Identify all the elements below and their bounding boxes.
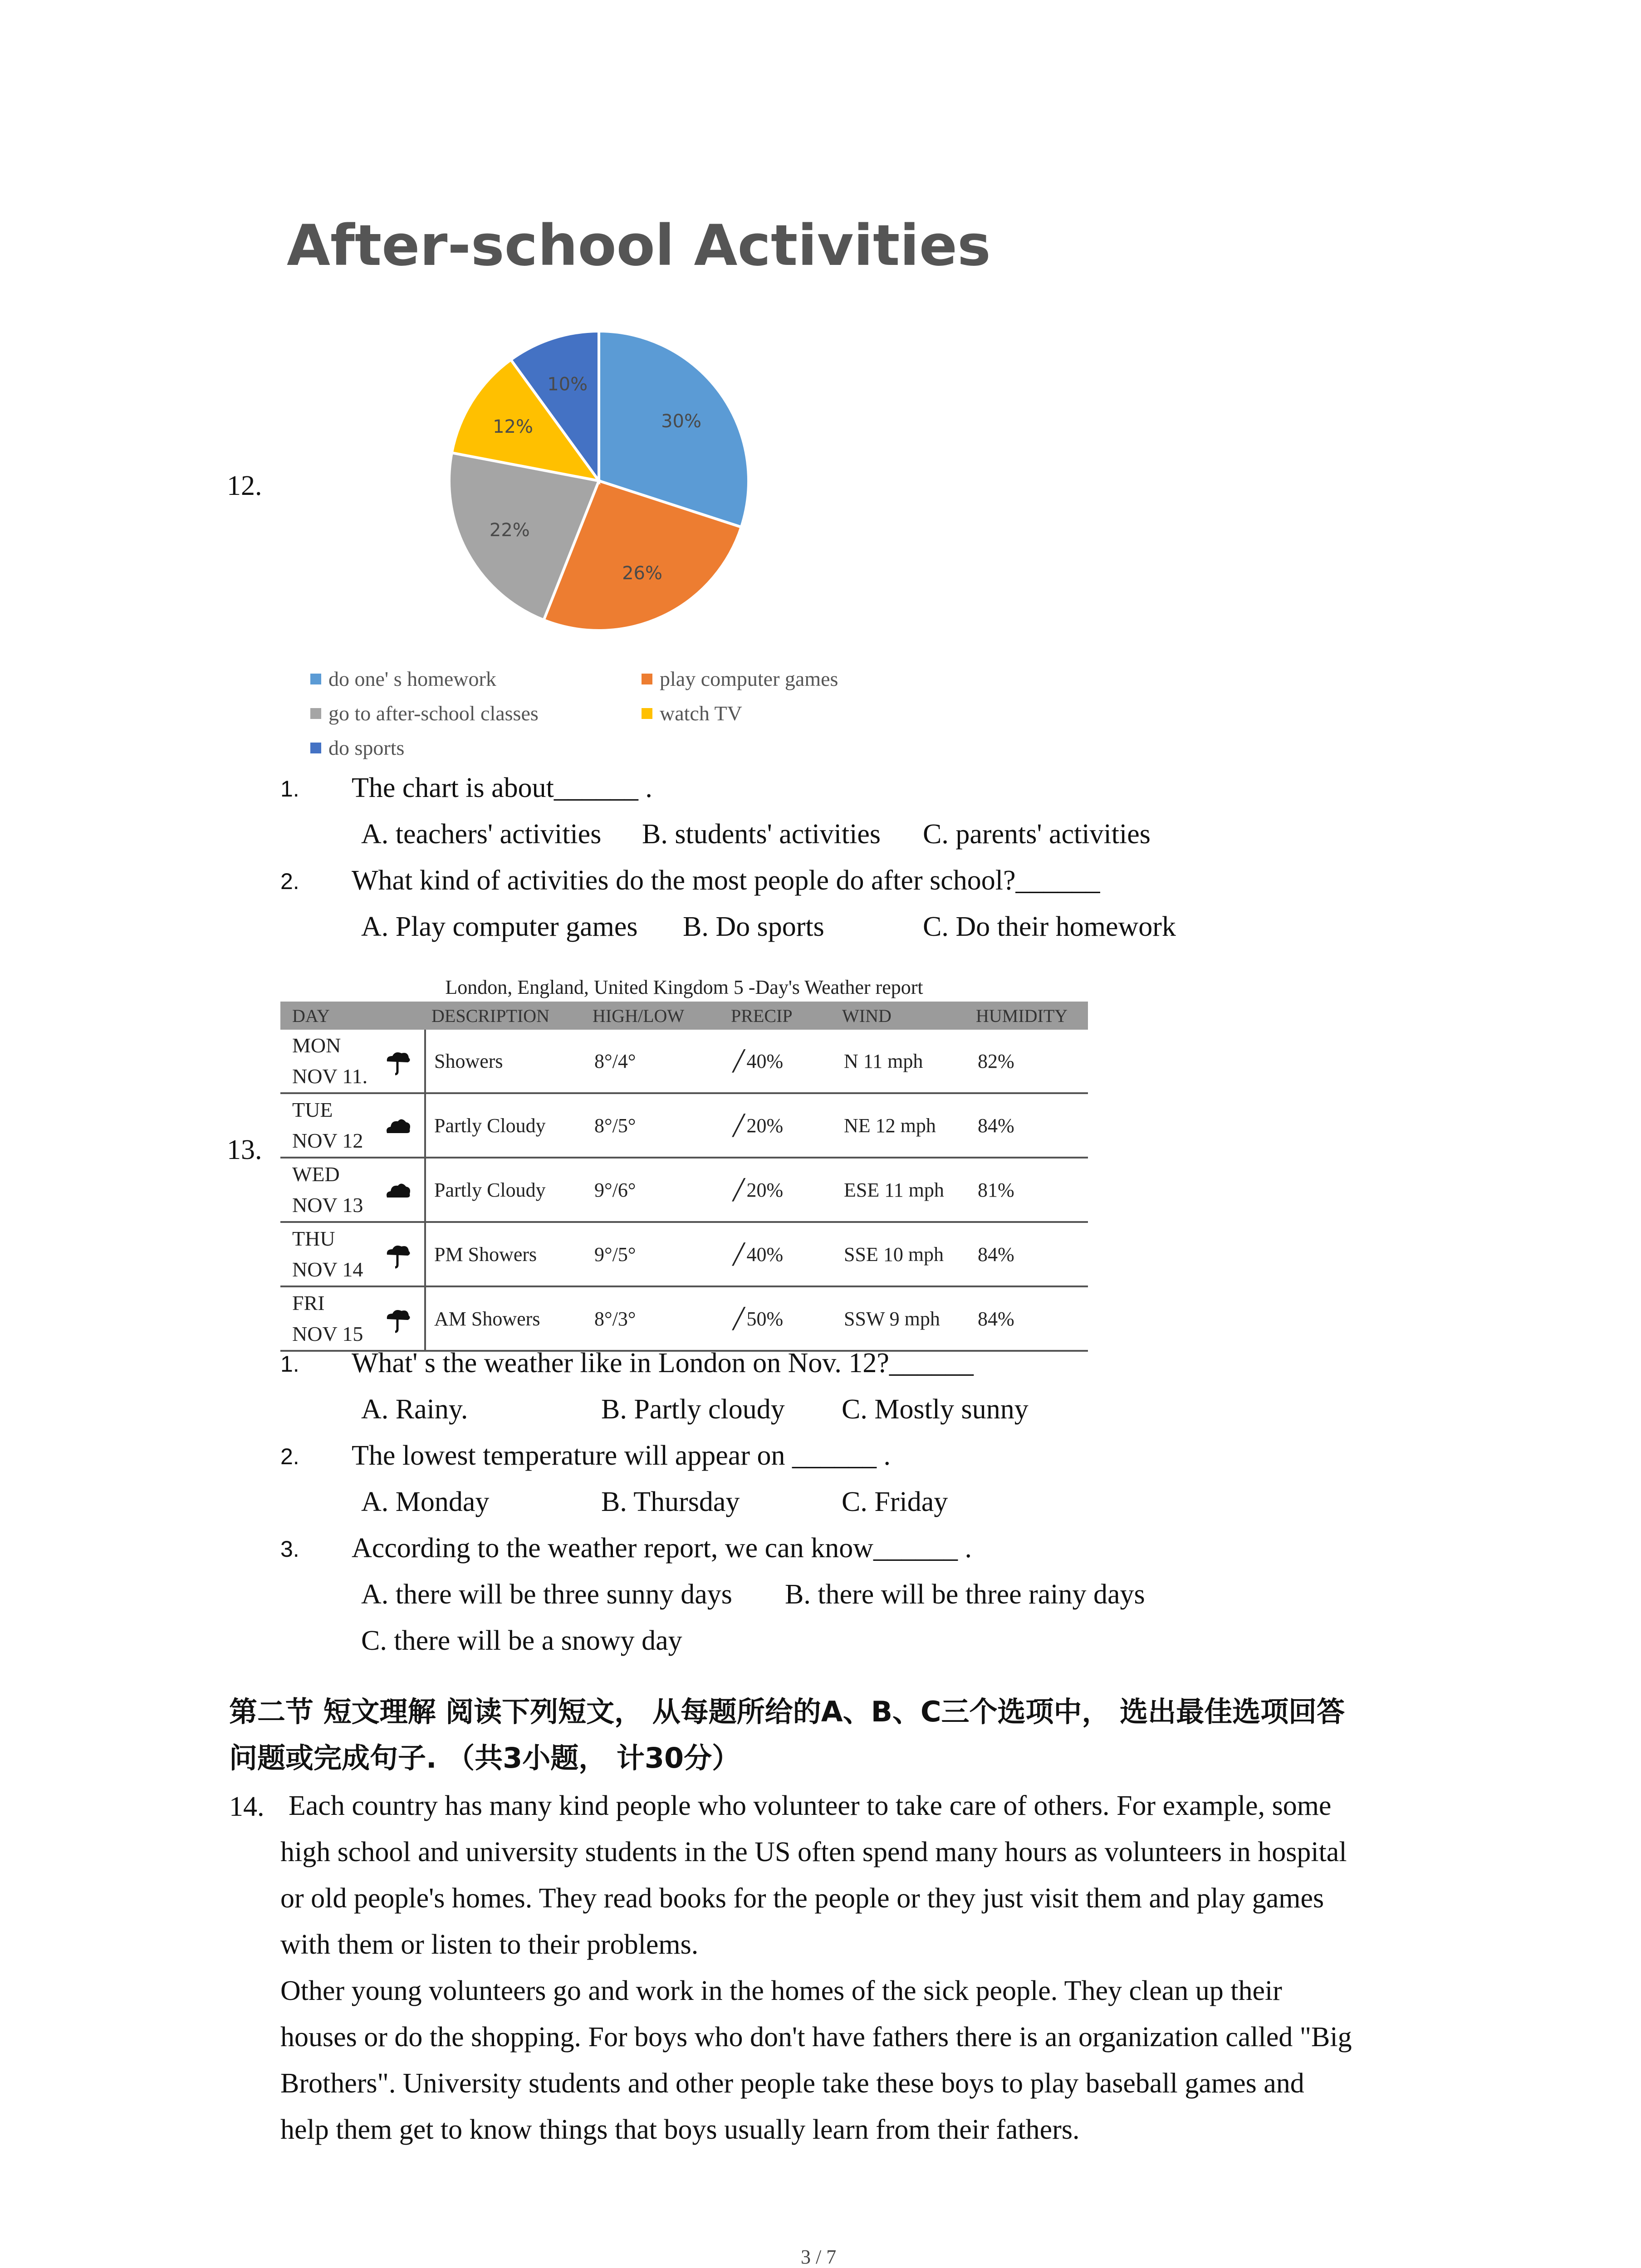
subquestion-number: 1. — [280, 776, 299, 802]
high-low-cell: 8°/3° — [586, 1286, 725, 1351]
option-a: A. Monday — [361, 1486, 490, 1517]
passage-line: Each country has many kind people who volunteer to take care of others. For example, some — [289, 1790, 1332, 1821]
day-date: NOV 12 — [292, 1129, 363, 1152]
description-cell: PM Showers — [425, 1222, 586, 1286]
precip-cell — [725, 1286, 836, 1351]
wind-cell: N 11 mph — [836, 1030, 970, 1093]
pie-slice-label: 26% — [622, 563, 662, 584]
precip-cell — [725, 1158, 836, 1222]
option-c: C. there will be a snowy day — [361, 1625, 682, 1656]
high-low-cell: 8°/5° — [586, 1093, 725, 1158]
wind-cell: ESE 11 mph — [836, 1158, 970, 1222]
table-row — [280, 1158, 1088, 1222]
header-precip: PRECIP — [725, 1002, 836, 1030]
precip-value: 20% — [746, 1114, 784, 1137]
rain-cloud-icon — [383, 1048, 412, 1077]
legend-swatch — [642, 708, 652, 719]
subquestion-text: What kind of activities do the most people do after school?______ — [352, 865, 1100, 896]
passage-line: Other young volunteers go and work in the homes of the sick people. They clean up their — [280, 1975, 1282, 2006]
table-row — [280, 1222, 1088, 1286]
option-b: B. students' activities — [642, 819, 881, 850]
rain-cloud-icon — [383, 1241, 412, 1270]
precip-value: 40% — [746, 1243, 784, 1266]
subquestion-number: 2. — [280, 1444, 299, 1469]
raindrop-icon: ╱ — [733, 1307, 745, 1330]
description-cell: AM Showers — [425, 1286, 586, 1351]
weather-table — [280, 1002, 1088, 1352]
precip-value: 50% — [746, 1307, 784, 1330]
option-c: C. parents' activities — [923, 819, 1151, 850]
day-name: THU — [292, 1227, 335, 1250]
table-row — [280, 1286, 1088, 1351]
day-cell — [280, 1158, 425, 1222]
day-cell — [280, 1286, 425, 1351]
cloud-icon — [383, 1177, 412, 1206]
passage-line: help them get to know things that boys usually learn from their fathers. — [280, 2114, 1080, 2145]
question-number-12: 12. — [227, 470, 262, 501]
raindrop-icon: ╱ — [733, 1243, 745, 1266]
option-a: A. there will be three sunny days — [361, 1579, 732, 1610]
legend-swatch — [310, 708, 321, 719]
raindrop-icon: ╱ — [733, 1178, 745, 1201]
day-cell — [280, 1222, 425, 1286]
pie-slice-label: 10% — [547, 374, 588, 395]
option-b: B. there will be three rainy days — [785, 1579, 1145, 1610]
subquestion-number: 1. — [280, 1351, 299, 1377]
passage-line: high school and university students in the US often spend many hours as volunteers in hospital — [280, 1837, 1347, 1867]
legend-item: go to after-school classes — [310, 701, 539, 725]
subquestion-text: The chart is about______ . — [352, 772, 652, 803]
legend-item: watch TV — [642, 701, 742, 725]
humidity-cell: 84% — [970, 1222, 1088, 1286]
day-date: NOV 13 — [292, 1193, 363, 1217]
subquestion-number: 2. — [280, 869, 299, 894]
legend-swatch — [310, 743, 321, 753]
day-cell — [280, 1030, 425, 1093]
option-c: C. Friday — [842, 1486, 948, 1517]
table-row — [280, 1030, 1088, 1093]
description-cell: Showers — [425, 1030, 586, 1093]
header-day: DAY — [280, 1002, 425, 1030]
table-header-row — [280, 1002, 1088, 1030]
day-date: NOV 14 — [292, 1258, 363, 1281]
precip-value: 20% — [746, 1178, 784, 1201]
humidity-cell: 84% — [970, 1286, 1088, 1351]
pie-slice-label: 30% — [661, 411, 701, 432]
legend-item: do one' s homework — [310, 667, 496, 691]
header-wind: WIND — [836, 1002, 970, 1030]
day-name: WED — [292, 1163, 340, 1186]
question-number-14: 14. — [229, 1791, 265, 1822]
high-low-cell: 9°/5° — [586, 1222, 725, 1286]
section-heading-line1: 第二节 短文理解 阅读下列短文， 从每题所给的A、B、C三个选项中， 选出最佳选项回答 — [229, 1695, 1345, 1728]
precip-value: 40% — [746, 1050, 784, 1072]
option-b: B. Do sports — [683, 911, 824, 942]
option-b: B. Partly cloudy — [601, 1394, 785, 1425]
passage-line: with them or listen to their problems. — [280, 1929, 699, 1960]
pie-chart — [436, 318, 762, 644]
legend-swatch — [642, 674, 652, 684]
humidity-cell: 82% — [970, 1030, 1088, 1093]
day-date: NOV 11. — [292, 1065, 368, 1088]
weather-report — [280, 973, 1088, 1352]
description-cell: Partly Cloudy — [425, 1158, 586, 1222]
cloud-icon — [383, 1112, 412, 1141]
day-name: MON — [292, 1034, 341, 1057]
subquestion-number: 3. — [280, 1536, 299, 1562]
question-number-13: 13. — [227, 1134, 262, 1165]
precip-cell — [725, 1222, 836, 1286]
page-number: 3 / 7 — [801, 2246, 837, 2268]
option-a: A. Rainy. — [361, 1394, 468, 1425]
wind-cell: SSW 9 mph — [836, 1286, 970, 1351]
passage-line: Brothers". University students and other people take these boys to play baseball games and — [280, 2068, 1304, 2099]
raindrop-icon: ╱ — [733, 1114, 745, 1137]
high-low-cell: 8°/4° — [586, 1030, 725, 1093]
chart-title: After-school Activities — [287, 213, 991, 279]
precip-cell — [725, 1093, 836, 1158]
passage-line: houses or do the shopping. For boys who don't have fathers there is an organization called "Big — [280, 2022, 1352, 2053]
precip-cell — [725, 1030, 836, 1093]
pie-slice-label: 22% — [489, 520, 530, 541]
legend-item: play computer games — [642, 667, 838, 691]
rain-cloud-icon — [383, 1305, 412, 1334]
option-b: B. Thursday — [601, 1486, 740, 1517]
header-humidity: HUMIDITY — [970, 1002, 1088, 1030]
header-high-low: HIGH/LOW — [586, 1002, 725, 1030]
option-c: C. Do their homework — [923, 911, 1176, 942]
weather-table-title: London, England, United Kingdom 5 -Day's Weather report — [445, 976, 923, 998]
pie-slice-label: 12% — [493, 416, 533, 437]
wind-cell: NE 12 mph — [836, 1093, 970, 1158]
option-a: A. Play computer games — [361, 911, 638, 942]
raindrop-icon: ╱ — [733, 1050, 745, 1072]
day-cell — [280, 1093, 425, 1158]
header-description: DESCRIPTION — [425, 1002, 586, 1030]
day-name: FRI — [292, 1291, 325, 1315]
day-date: NOV 15 — [292, 1322, 363, 1345]
passage-line: or old people's homes. They read books for the people or they just visit them and play games — [280, 1883, 1324, 1914]
high-low-cell: 9°/6° — [586, 1158, 725, 1222]
humidity-cell: 81% — [970, 1158, 1088, 1222]
legend-swatch — [310, 674, 321, 684]
humidity-cell: 84% — [970, 1093, 1088, 1158]
subquestion-text: According to the weather report, we can know______ . — [352, 1533, 972, 1564]
wind-cell: SSE 10 mph — [836, 1222, 970, 1286]
section-heading-line2: 问题或完成句子. （共3小题， 计30分） — [229, 1741, 740, 1774]
subquestion-text: What' s the weather like in London on Nov. 12?______ — [352, 1348, 974, 1378]
description-cell: Partly Cloudy — [425, 1093, 586, 1158]
subquestion-text: The lowest temperature will appear on ______ . — [352, 1440, 891, 1471]
option-c: C. Mostly sunny — [842, 1394, 1029, 1425]
legend-item: do sports — [310, 736, 404, 760]
option-a: A. teachers' activities — [361, 819, 602, 850]
table-row — [280, 1093, 1088, 1158]
day-name: TUE — [292, 1098, 333, 1121]
